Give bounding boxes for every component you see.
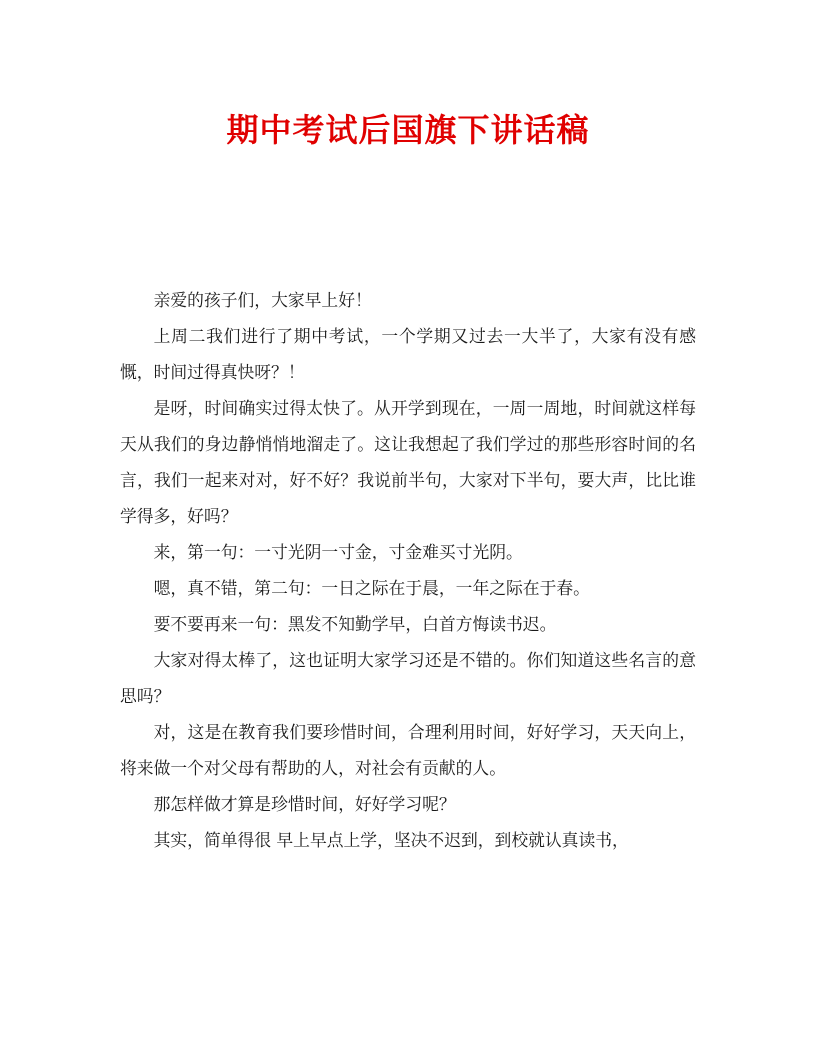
document-title: 期中考试后国旗下讲话稿 — [226, 111, 590, 149]
paragraph: 大家对得太棒了，这也证明大家学习还是不错的。你们知道这些名言的意思吗？ — [120, 650, 696, 706]
paragraph-greeting: 亲爱的孩子们，大家早上好！ — [153, 290, 372, 310]
paragraph: 是呀，时间确实过得太快了。从开学到现在，一周一周地，时间就这样每天从我们的身边静悄悄地溜走了。这让我想起了我们学过的那些形容时间的名言，我们一起来对对，好不好？我说前半句，大家对下半句，要大声，比比谁学得多，好吗？ — [120, 398, 696, 526]
paragraph: 其实，简单得很 早上早点上学，坚决不迟到，到校就认真读书， — [153, 830, 629, 850]
paragraph: 对，这是在教育我们要珍惜时间，合理利用时间，好好学习，天天向上，将来做一个对父母有帮助的人，对社会有贡献的人。 — [120, 722, 696, 778]
paragraph: 上周二我们进行了期中考试，一个学期又过去一大半了，大家有没有感慨，时间过得真快呀？！ — [120, 326, 696, 382]
document-body — [120, 282, 696, 858]
paragraph: 来，第一句：一寸光阴一寸金，寸金难买寸光阴。 — [153, 542, 523, 562]
paragraph: 要不要再来一句：黑发不知勤学早，白首方悔读书迟。 — [153, 614, 557, 634]
paragraph: 那怎样做才算是珍惜时间，好好学习呢？ — [153, 794, 456, 814]
paragraph: 嗯，真不错，第二句：一日之际在于晨，一年之际在于春。 — [153, 578, 590, 598]
